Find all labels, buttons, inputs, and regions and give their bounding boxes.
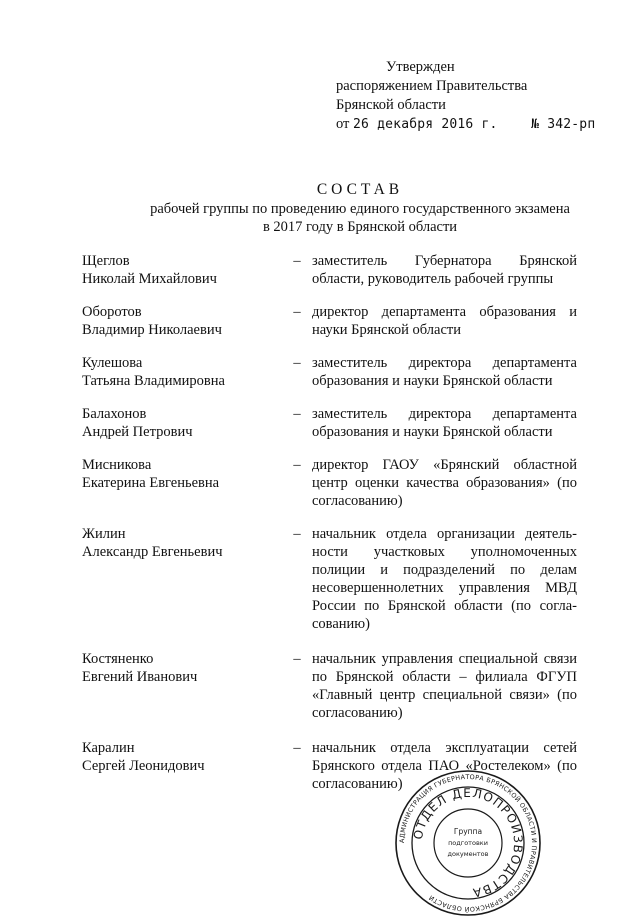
member-dash: – bbox=[293, 355, 301, 371]
approval-date-prefix: от bbox=[336, 116, 350, 132]
stamp-ring-text: ОТДЕЛ ДЕЛОПРОИЗВОДСТВА bbox=[410, 785, 526, 900]
member-role: начальник отдела организации деятельности участковых уполномоченных полиции и подразделений по делам несовершеннолетних управления МВД России по Брянской области (по согласованию) bbox=[312, 526, 577, 632]
approval-line-region: Брянской области bbox=[336, 97, 446, 113]
office-stamp bbox=[393, 768, 543, 918]
member-given-names: Евгений Иванович bbox=[82, 669, 198, 685]
member-name bbox=[82, 303, 282, 339]
member-role: начальник управления специальной связи по Брянской области – филиала ФГУП «Главный центр специальной связи» (по согласованию) bbox=[312, 651, 577, 721]
approval-line-order: распоряжением Правительства bbox=[336, 78, 528, 94]
member-role: заместитель Губернатора Брянской области, руководитель рабочей группы bbox=[312, 253, 577, 287]
member-surname: Мисникова bbox=[82, 457, 152, 473]
member-dash: – bbox=[293, 406, 301, 422]
approval-number: № 342-рп bbox=[531, 117, 596, 132]
member-name bbox=[82, 650, 282, 722]
member-role: заместитель директора департамента образования и науки Брянской области bbox=[312, 355, 577, 389]
member-given-names: Александр Евгеньевич bbox=[82, 544, 223, 560]
member-role: заместитель директора департамента образования и науки Брянской области bbox=[312, 406, 577, 440]
document-heading bbox=[60, 180, 640, 236]
member-dash: – bbox=[293, 651, 301, 667]
member-dash: – bbox=[293, 253, 301, 269]
approval-date: 26 декабря 2016 г. bbox=[353, 117, 498, 132]
member-name bbox=[82, 525, 282, 633]
member-surname: Щеглов bbox=[82, 253, 130, 269]
member-dash: – bbox=[293, 740, 301, 756]
member-given-names: Владимир Николаевич bbox=[82, 322, 222, 338]
member-name bbox=[82, 252, 282, 288]
approval-date-line bbox=[336, 115, 616, 134]
members-list bbox=[82, 252, 577, 793]
member-name bbox=[82, 354, 282, 390]
member-role: директор департамента образования и науки Брянской области bbox=[312, 304, 577, 338]
member-dash: – bbox=[293, 457, 301, 473]
member-role: директор ГАОУ «Брянский областной центр оценки качества образования» (по согласованию) bbox=[312, 457, 577, 509]
member-given-names: Андрей Петрович bbox=[82, 424, 193, 440]
member-surname: Кулешова bbox=[82, 355, 143, 371]
member-given-names: Татьяна Владимировна bbox=[82, 373, 225, 389]
member-row bbox=[82, 405, 577, 441]
member-surname: Оборотов bbox=[82, 304, 142, 320]
document-subtitle-line1: рабочей группы по проведению единого государственного экзамена bbox=[150, 201, 570, 217]
member-row bbox=[82, 252, 577, 288]
stamp-outer-text: АДМИНИСТРАЦИЯ ГУБЕРНАТОРА БРЯНСКОЙ ОБЛАСТИ И ПРАВИТЕЛЬСТВА БРЯНСКОЙ ОБЛАСТИ bbox=[397, 772, 539, 914]
member-given-names: Екатерина Евгеньевна bbox=[82, 475, 220, 491]
stamp-center-line1: Группа bbox=[453, 827, 483, 836]
member-role: начальник отдела эксплуатации сетей Брянского отдела ПАО «Ростелеком» (по согласованию) bbox=[312, 740, 577, 792]
stamp-center-line3: документов bbox=[447, 850, 489, 858]
member-surname: Костяненко bbox=[82, 651, 154, 667]
member-surname: Жилин bbox=[82, 526, 126, 542]
member-given-names: Николай Михайлович bbox=[82, 271, 217, 287]
member-surname: Балахонов bbox=[82, 406, 147, 422]
member-dash: – bbox=[293, 526, 301, 542]
member-name bbox=[82, 456, 282, 510]
member-dash: – bbox=[293, 304, 301, 320]
member-row bbox=[82, 303, 577, 339]
document-subtitle-line2: в 2017 году в Брянской области bbox=[262, 219, 458, 235]
document-title: СОСТАВ bbox=[316, 181, 404, 198]
approval-block bbox=[336, 58, 616, 134]
member-surname: Каралин bbox=[82, 740, 135, 756]
member-name bbox=[82, 405, 282, 441]
member-row bbox=[82, 525, 577, 633]
member-given-names: Сергей Леонидович bbox=[82, 758, 205, 774]
approval-line-approved: Утвержден bbox=[386, 59, 455, 75]
member-row bbox=[82, 650, 577, 722]
member-row bbox=[82, 354, 577, 390]
member-name bbox=[82, 739, 282, 793]
member-row bbox=[82, 456, 577, 510]
stamp-center-line2: подготовки bbox=[448, 839, 488, 847]
